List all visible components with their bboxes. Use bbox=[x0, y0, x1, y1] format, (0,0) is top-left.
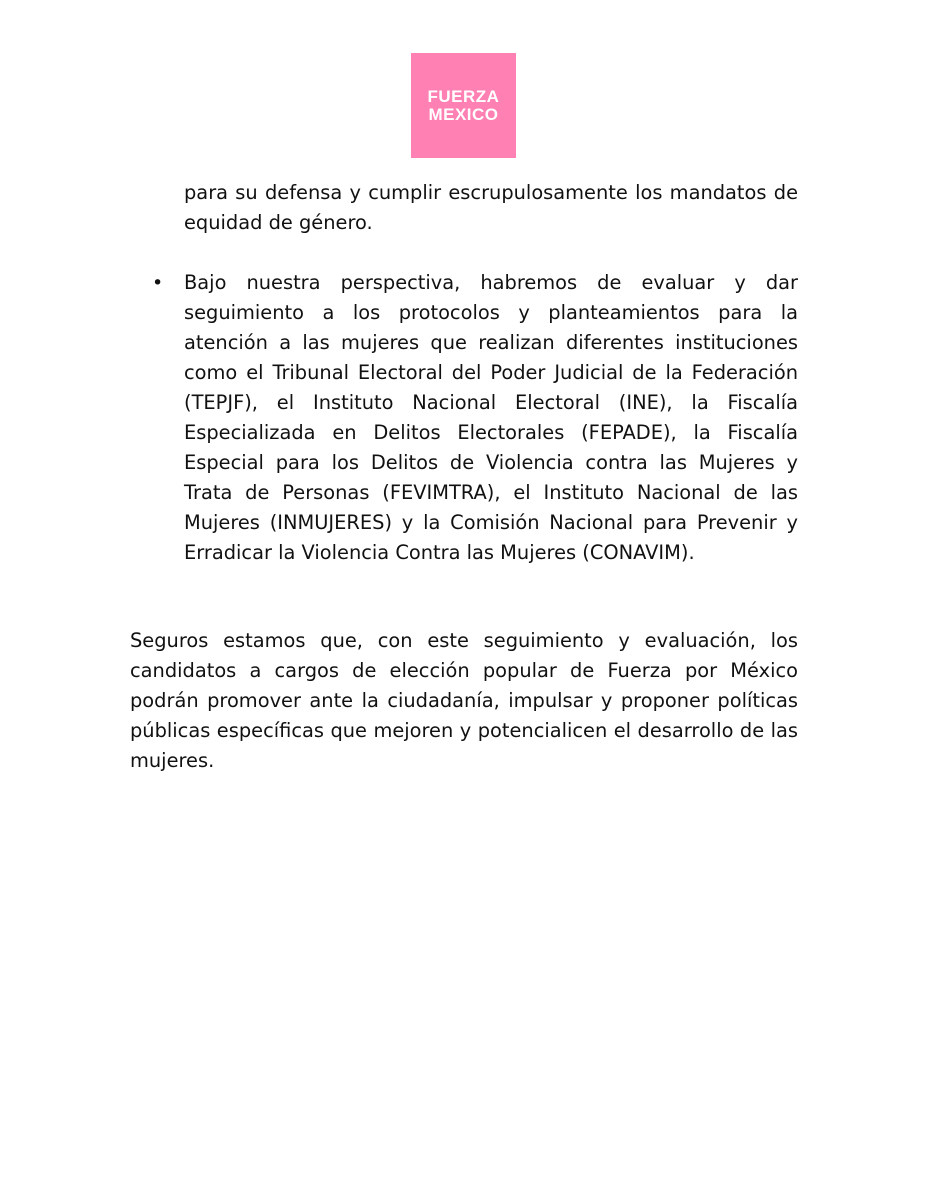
continued-paragraph: para su defensa y cumplir escrupulosamente los mandatos de equidad de género. bbox=[184, 181, 798, 234]
fuerza-mexico-logo bbox=[411, 53, 516, 158]
document-body bbox=[130, 178, 798, 776]
list-item bbox=[152, 268, 798, 568]
closing-paragraph: Seguros estamos que, con este seguimiento y evaluación, los candidatos a cargos de elección popular de Fuerza por México podrán promover ante la ciudadanía, impulsar y proponer políticas públicas específicas que mejoren y potencialicen el desarrollo de las mujeres. bbox=[130, 629, 798, 772]
logo-line-1: FUERZA bbox=[427, 86, 500, 106]
bullet-list bbox=[152, 178, 798, 568]
logo-line-2: MEXICO bbox=[428, 104, 499, 124]
bullet-icon: • bbox=[152, 272, 164, 294]
list-item-text: Bajo nuestra perspectiva, habremos de evaluar y dar seguimiento a los protocolos y planteamientos para la atención a las mujeres que realizan diferentes instituciones como el Tribunal Electoral del Poder Judicial de la Federación (TEPJF), el Instituto Nacional Electoral (INE), la Fiscalía Especializada en Delitos Electorales (FEPADE), la Fiscalía Especial para los Delitos de Violencia contra las Mujeres y Trata de Personas (FEVIMTRA), el Instituto Nacional de las Mujeres (INMUJERES) y la Comisión Nacional para Prevenir y Erradicar la Violencia Contra las Mujeres (CONAVIM). bbox=[184, 271, 798, 564]
